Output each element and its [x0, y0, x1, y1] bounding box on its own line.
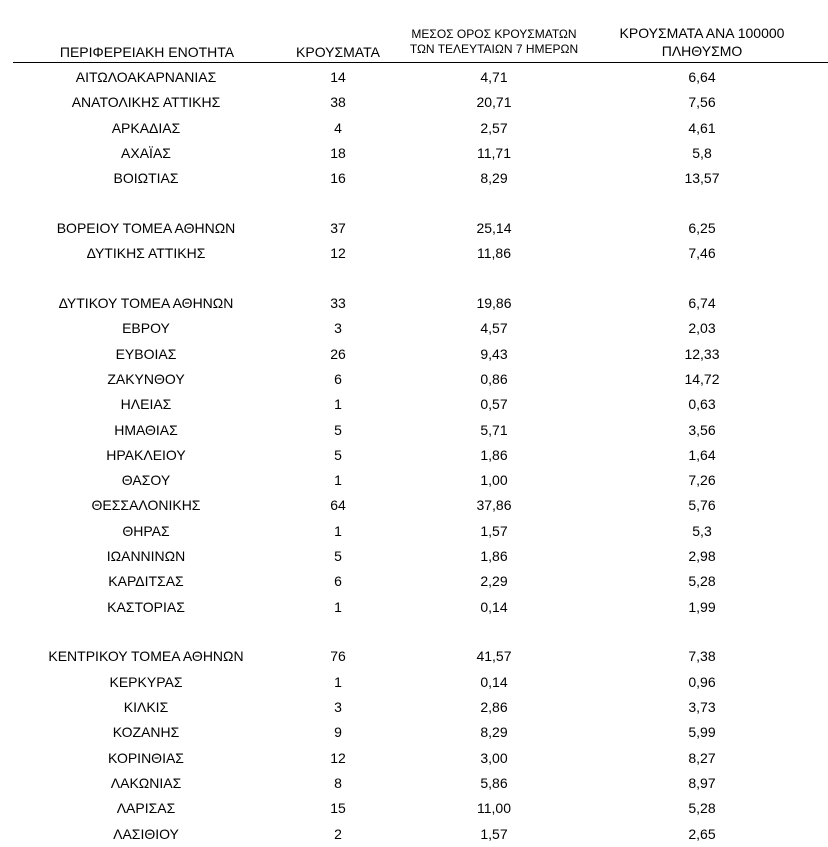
cases-cell: 33	[330, 295, 346, 312]
cases-per-100000-cell: 5,99	[688, 724, 716, 741]
table-row	[0, 746, 828, 771]
cases-cell: 15	[330, 800, 346, 817]
cases-cell: 64	[330, 497, 346, 514]
region-cell: ΛΑΚΩΝΙΑΣ	[110, 774, 182, 791]
table-header	[0, 20, 828, 62]
cases-per-100000-cell: 4,61	[688, 119, 716, 136]
cases-cell: 5	[334, 446, 342, 463]
cases-per-100000-cell: 1,64	[688, 446, 716, 463]
cases-cell: 1	[334, 598, 342, 615]
region-cell: ΚΙΛΚΙΣ	[123, 699, 169, 716]
table-row	[0, 493, 828, 518]
seven-day-average-cell: 41,57	[476, 648, 512, 665]
table-row	[0, 342, 828, 367]
seven-day-average-cell: 1,57	[480, 522, 508, 539]
table-row	[0, 644, 828, 669]
cases-per-100000-cell: 5,76	[688, 497, 716, 514]
cases-per-100000-cell: 6,74	[688, 295, 716, 312]
group-spacer	[0, 620, 828, 645]
seven-day-average-cell: 37,86	[476, 497, 512, 514]
cases-cell: 16	[330, 170, 346, 187]
cases-per-100000-cell: 6,25	[688, 219, 716, 236]
region-cell: ΚΟΡΙΝΘΙΑΣ	[108, 749, 184, 766]
region-cell: ΚΕΡΚΥΡΑΣ	[109, 673, 183, 690]
cases-per-100000-cell: 13,57	[684, 170, 720, 187]
table-row	[0, 771, 828, 796]
cases-cell: 4	[334, 119, 342, 136]
cases-per-100000-cell: 6,64	[688, 69, 716, 85]
table-body	[0, 65, 828, 847]
cases-cell: 2	[334, 825, 342, 842]
cases-per-100000-cell: 7,26	[688, 472, 716, 489]
table-row	[0, 468, 828, 493]
cases-cell: 12	[330, 245, 346, 262]
cases-cell: 18	[330, 144, 346, 161]
region-cell: ΔΥΤΙΚΟΥ ΤΟΜΕΑ ΑΘΗΝΩΝ	[58, 295, 234, 312]
cases-per-100000-cell: 3,56	[688, 421, 716, 438]
table-row	[0, 291, 828, 316]
region-cell: ΚΑΣΤΟΡΙΑΣ	[107, 598, 185, 615]
seven-day-average-cell: 2,29	[480, 573, 508, 590]
region-cell: ΚΟΖΑΝΗΣ	[112, 724, 180, 741]
region-cell: ΔΥΤΙΚΗΣ ΑΤΤΙΚΗΣ	[86, 245, 206, 262]
region-cell: ΘΗΡΑΣ	[122, 522, 170, 539]
cases-cell: 1	[334, 522, 342, 539]
region-cell: ΑΡΚΑΔΙΑΣ	[111, 119, 181, 136]
seven-day-average-cell: 3,00	[480, 749, 508, 766]
cases-cell: 3	[334, 699, 342, 716]
table-row	[0, 695, 828, 720]
seven-day-average-cell: 11,86	[477, 245, 511, 262]
cases-cell: 76	[330, 648, 346, 665]
table-row	[0, 720, 828, 745]
header-region	[47, 44, 247, 60]
seven-day-average-cell: 9,43	[480, 345, 508, 362]
header-avg-line2: ΤΩΝ ΤΕΛΕΥΤΑΙΩΝ 7 ΗΜΕΡΩΝ	[409, 42, 579, 56]
table-row	[0, 519, 828, 544]
seven-day-average-cell: 25,14	[476, 219, 512, 236]
header-cases-label: ΚΡΟΥΣΜΑΤΑ	[296, 44, 380, 60]
region-cell: ΗΜΑΘΙΑΣ	[114, 421, 178, 438]
table-row	[0, 367, 828, 392]
region-cell: ΗΛΕΙΑΣ	[120, 396, 172, 413]
region-cell: ΑΝΑΤΟΛΙΚΗΣ ΑΤΤΙΚΗΣ	[71, 94, 221, 111]
region-cell: ΛΑΣΙΘΙΟΥ	[113, 825, 179, 842]
seven-day-average-cell: 0,86	[480, 370, 508, 387]
cases-per-100000-cell: 5,8	[692, 144, 712, 161]
cases-per-100000-cell: 0,63	[688, 396, 716, 413]
cases-cell: 1	[334, 396, 342, 413]
cases-cell: 37	[330, 219, 346, 236]
table-row	[0, 595, 828, 620]
seven-day-average-cell: 11,00	[477, 800, 511, 817]
header-cases	[286, 44, 390, 60]
header-per-line2: ΠΛΗΘΥΣΜΟ	[661, 43, 743, 59]
cases-per-100000-cell: 5,28	[688, 800, 716, 817]
seven-day-average-cell: 5,86	[480, 774, 508, 791]
region-cell: ΛΑΡΙΣΑΣ	[116, 800, 176, 817]
region-cell: ΕΥΒΟΙΑΣ	[115, 345, 177, 362]
cases-cell: 1	[334, 673, 342, 690]
region-cell: ΑΙΤΩΛΟΑΚΑΡΝΑΝΙΑΣ	[75, 69, 217, 85]
cases-per-100000-cell: 5,3	[692, 522, 712, 539]
table-row	[0, 241, 828, 266]
cases-per-100000-cell: 1,99	[688, 598, 716, 615]
table-row	[0, 569, 828, 594]
cases-per-100000-cell: 7,46	[688, 245, 716, 262]
header-avg-line1: ΜΕΣΟΣ ΟΡΟΣ ΚΡΟΥΣΜΑΤΩΝ	[411, 27, 577, 41]
cases-cell: 3	[334, 320, 342, 337]
seven-day-average-cell: 4,57	[480, 320, 508, 337]
cases-cell: 26	[330, 345, 346, 362]
seven-day-average-cell: 0,14	[480, 673, 508, 690]
region-cell: ΘΑΣΟΥ	[121, 472, 171, 489]
region-cell: ΚΕΝΤΡΙΚΟΥ ΤΟΜΕΑ ΑΘΗΝΩΝ	[48, 648, 244, 665]
cases-per-100000-cell: 12,33	[684, 345, 720, 362]
table-row	[0, 670, 828, 695]
seven-day-average-cell: 4,71	[480, 69, 508, 85]
table-row	[0, 65, 828, 90]
cases-per-100000-cell: 14,72	[684, 370, 720, 387]
cases-cell: 12	[330, 749, 346, 766]
group-spacer	[0, 267, 828, 292]
seven-day-average-cell: 20,71	[476, 94, 512, 111]
table-row	[0, 418, 828, 443]
group-spacer	[0, 191, 828, 216]
table-row	[0, 166, 828, 191]
cases-per-100000-cell: 3,73	[688, 699, 716, 716]
table-row	[0, 443, 828, 468]
region-cell: ΒΟΙΩΤΙΑΣ	[113, 170, 179, 187]
cases-cell: 9	[334, 724, 342, 741]
cases-per-100000-cell: 2,03	[688, 320, 716, 337]
seven-day-average-cell: 19,86	[476, 295, 512, 312]
cases-cell: 38	[330, 94, 346, 111]
table-row	[0, 116, 828, 141]
header-per-line1: ΚΡΟΥΣΜΑΤΑ ΑΝΑ 100000	[619, 25, 785, 41]
table-row	[0, 216, 828, 241]
table-row	[0, 822, 828, 847]
cases-per-100000-cell: 7,38	[688, 648, 716, 665]
seven-day-average-cell: 2,57	[480, 119, 508, 136]
header-seven-day-average	[396, 27, 592, 57]
seven-day-average-cell: 0,14	[480, 598, 508, 615]
cases-per-100000-cell: 8,97	[688, 774, 716, 791]
table-row	[0, 392, 828, 417]
seven-day-average-cell: 8,29	[480, 170, 508, 187]
cases-per-100000-cell: 7,56	[688, 94, 716, 111]
table-row	[0, 90, 828, 115]
region-cell: ΖΑΚΥΝΘΟΥ	[107, 370, 185, 387]
region-cell: ΒΟΡΕΙΟΥ ΤΟΜΕΑ ΑΘΗΝΩΝ	[56, 219, 236, 236]
header-divider	[13, 62, 828, 63]
cases-cell: 8	[334, 774, 342, 791]
region-cell: ΗΡΑΚΛΕΙΟΥ	[106, 446, 186, 463]
cases-cell: 5	[334, 421, 342, 438]
seven-day-average-cell: 1,00	[480, 472, 508, 489]
table-row	[0, 544, 828, 569]
seven-day-average-cell: 1,57	[480, 825, 508, 842]
seven-day-average-cell: 5,71	[480, 421, 508, 438]
cases-cell: 6	[334, 370, 342, 387]
seven-day-average-cell: 11,71	[477, 144, 511, 161]
seven-day-average-cell: 1,86	[480, 446, 508, 463]
cases-cell: 1	[334, 472, 342, 489]
region-cell: ΕΒΡΟΥ	[122, 320, 170, 337]
cases-per-100000-cell: 8,27	[688, 749, 716, 766]
cases-cell: 5	[334, 548, 342, 565]
seven-day-average-cell: 8,29	[480, 724, 508, 741]
cases-per-100000-cell: 0,96	[688, 673, 716, 690]
table-row	[0, 316, 828, 341]
seven-day-average-cell: 1,86	[480, 548, 508, 565]
cases-per-100000-cell: 5,28	[688, 573, 716, 590]
region-cell: ΘΕΣΣΑΛΟΝΙΚΗΣ	[91, 497, 201, 514]
region-cell: ΚΑΡΔΙΤΣΑΣ	[108, 573, 184, 590]
seven-day-average-cell: 2,86	[480, 699, 508, 716]
table-row	[0, 141, 828, 166]
table-row	[0, 796, 828, 821]
cases-per-100000-cell: 2,98	[688, 548, 716, 565]
region-cell: ΙΩΑΝΝΙΝΩΝ	[106, 548, 186, 565]
cases-cell: 6	[334, 573, 342, 590]
seven-day-average-cell: 0,57	[480, 396, 508, 413]
cases-per-100000-cell: 2,65	[688, 825, 716, 842]
region-cell: ΑΧΑΪΑΣ	[121, 144, 171, 161]
header-region-label: ΠΕΡΙΦΕΡΕΙΑΚΗ ΕΝΟΤΗΤΑ	[59, 44, 235, 60]
cases-cell: 14	[330, 69, 346, 85]
header-cases-per-100000	[596, 24, 808, 60]
